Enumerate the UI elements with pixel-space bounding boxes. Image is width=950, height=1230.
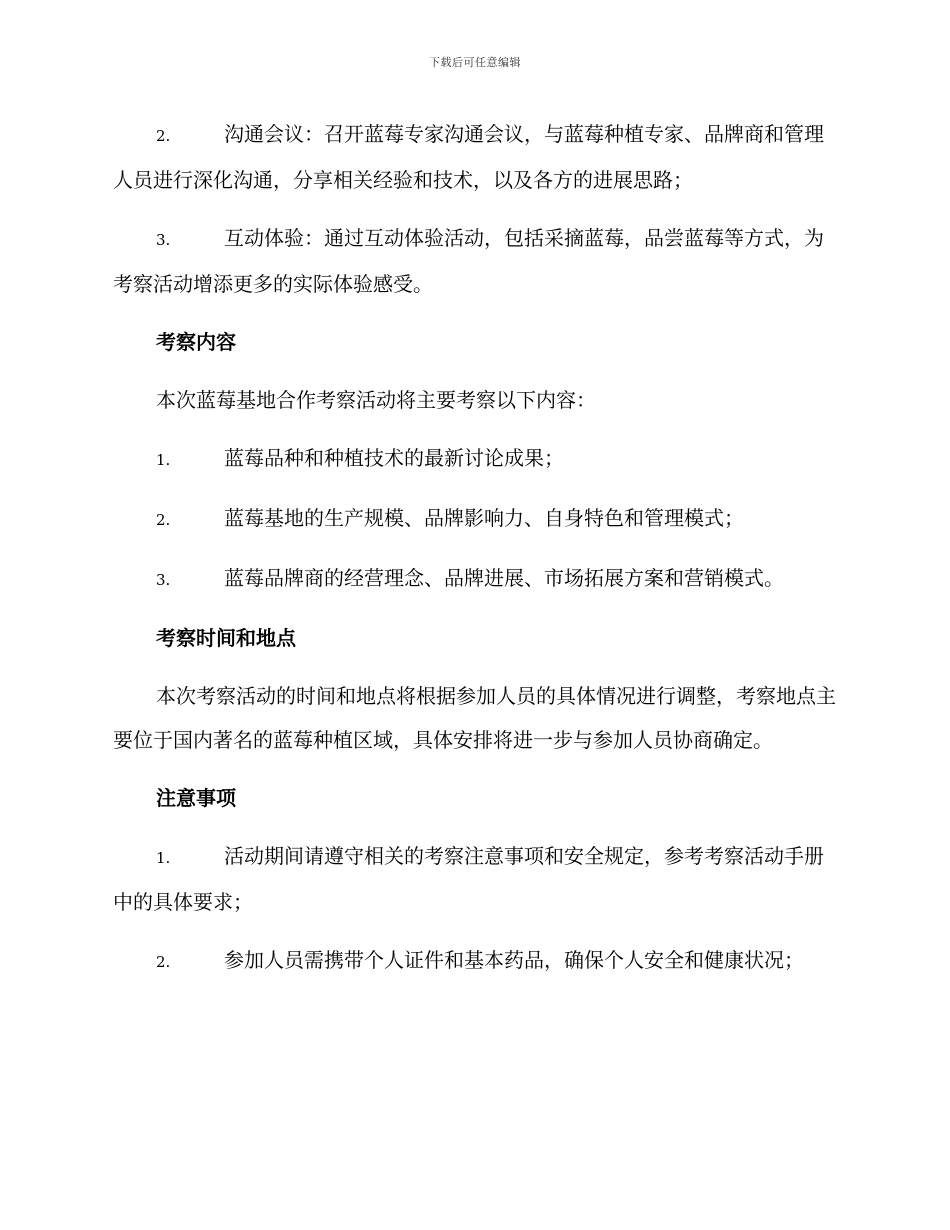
paragraph-inspection-intro: 本次蓝莓基地合作考察活动将主要考察以下内容： xyxy=(156,388,596,412)
list-item-text: 参加人员需携带个人证件和基本药品，确保个人安全和健康状况； xyxy=(224,948,804,972)
section-heading-inspection-content: 考察内容 xyxy=(156,330,236,354)
list-item-safety-rules xyxy=(113,834,838,924)
list-item-text: 蓝莓品种和种植技术的最新讨论成果； xyxy=(224,446,564,470)
list-item-base-scale xyxy=(113,496,838,542)
list-item-text: 蓝莓品牌商的经营理念、品牌进展、市场拓展方案和营销模式。 xyxy=(224,566,784,590)
list-item-communication-meeting xyxy=(113,112,838,202)
list-number: 2. xyxy=(156,953,171,971)
list-item-text: 沟通会议：召开蓝莓专家沟通会议，与蓝莓种植专家、品牌商和管理人员进行深化沟通，分享相关经验和技术，以及各方的进展思路； xyxy=(113,122,824,192)
list-item-text: 活动期间请遵守相关的考察注意事项和安全规定，参考考察活动手册中的具体要求； xyxy=(113,844,824,914)
list-item-brand-business xyxy=(113,556,838,602)
list-number: 1. xyxy=(156,849,171,867)
list-item-documents-medicine xyxy=(113,938,838,984)
list-number: 1. xyxy=(156,451,171,469)
list-item-interactive-experience xyxy=(113,216,838,306)
document-body xyxy=(113,112,838,998)
page-header: 下载后可任意编辑 xyxy=(429,56,521,69)
list-number: 3. xyxy=(156,231,171,249)
section-heading-time-location: 考察时间和地点 xyxy=(156,626,296,650)
list-item-varieties xyxy=(113,436,838,482)
list-item-text: 互动体验：通过互动体验活动，包括采摘蓝莓，品尝蓝莓等方式，为考察活动增添更多的实际体验感受。 xyxy=(113,226,824,296)
list-item-text: 蓝莓基地的生产规模、品牌影响力、自身特色和管理模式； xyxy=(224,506,744,530)
list-number: 3. xyxy=(156,571,171,589)
list-number: 2. xyxy=(156,511,171,529)
list-number: 2. xyxy=(156,127,171,145)
paragraph-time-location: 本次考察活动的时间和地点将根据参加人员的具体情况进行调整，考察地点主要位于国内著名的蓝莓种植区域，具体安排将进一步与参加人员协商确定。 xyxy=(113,684,836,752)
section-heading-notes: 注意事项 xyxy=(156,786,236,810)
